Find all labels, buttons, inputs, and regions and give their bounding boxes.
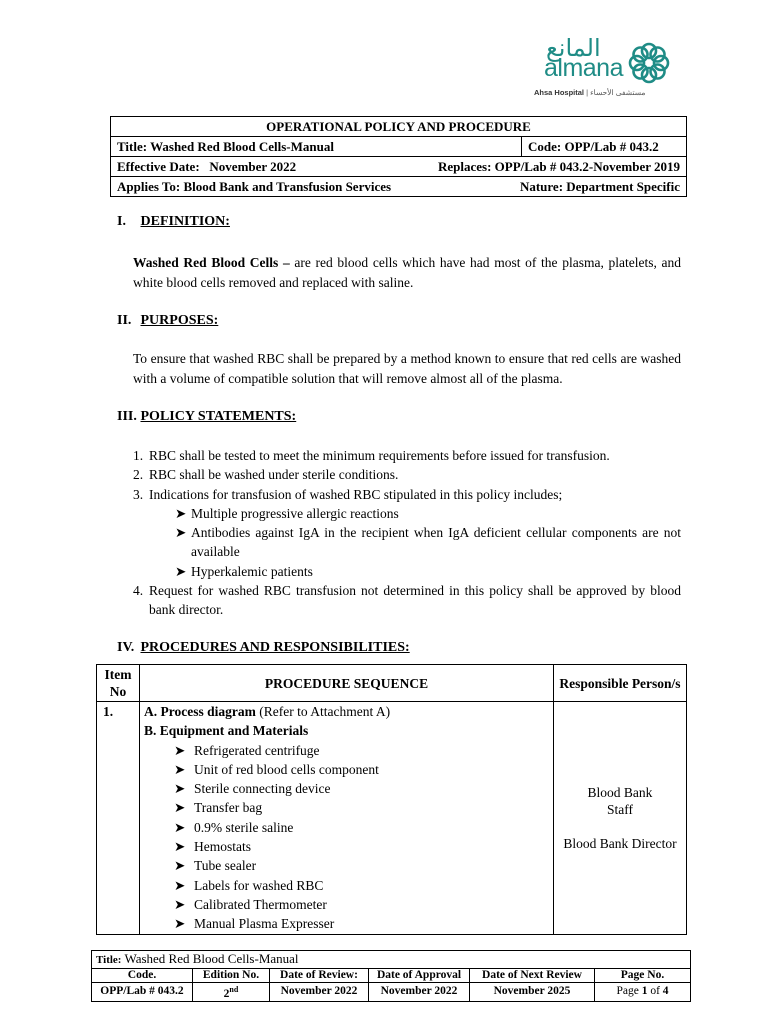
arrow-bullet-icon: ➤ — [174, 896, 186, 912]
procedure-steps — [140, 702, 554, 935]
policy-list — [133, 446, 681, 620]
purpose-text: To ensure that washed RBC shall be prepared by a method known to ensure that red cells are washed with a volume of compatible solution that will remove almost all of the plasma. — [133, 351, 681, 386]
logo-subtitle: Ahsa Hospital | مستشفى الأحساء — [534, 88, 646, 97]
equipment-item: ➤ Transfer bag — [144, 798, 549, 817]
list-item: 2. RBC shall be washed under sterile conditions. — [133, 467, 399, 483]
equipment-item: ➤ Hemostats — [144, 837, 549, 856]
arrow-bullet-icon: ➤ — [174, 781, 186, 797]
logo-english-name: almana — [544, 54, 623, 82]
policy-heading: OPERATIONAL POLICY AND PROCEDURE — [111, 117, 687, 137]
step-a: A. Process diagram (Refer to Attachment A) — [144, 704, 391, 719]
policy-code: Code: OPP/Lab # 043.2 — [522, 137, 687, 157]
policy-applies-row — [111, 177, 687, 197]
logo-arabic-name: المانع — [546, 34, 601, 62]
policy-header-table — [110, 116, 687, 197]
equipment-item: ➤ Sterile connecting device — [144, 779, 549, 798]
section-policy-heading: III. POLICY STATEMENTS: — [117, 409, 297, 424]
footer-title: Title: Washed Red Blood Cells-Manual — [92, 951, 691, 969]
arrow-bullet-icon: ➤ — [174, 819, 186, 835]
nature: Nature: Department Specific — [519, 178, 680, 194]
hospital-logo — [528, 36, 698, 104]
arrow-bullet-icon: ➤ — [174, 877, 186, 893]
footer-review: November 2022 — [270, 983, 369, 1002]
col-procedure-sequence: PROCEDURE SEQUENCE — [140, 665, 554, 702]
equipment-item: ➤ Unit of red blood cells component — [144, 760, 549, 779]
col-item-no: Item No — [97, 665, 140, 702]
arrow-bullet-icon: ➤ — [174, 800, 186, 816]
equipment-item: ➤ 0.9% sterile saline — [144, 818, 549, 837]
equipment-item: ➤ Refrigerated centrifuge — [144, 741, 549, 760]
footer-page-no: Page 1 of 4 — [595, 983, 691, 1002]
arrow-bullet-icon: ➤ — [174, 916, 186, 932]
arrow-bullet-icon: ➤ — [175, 525, 187, 541]
list-item: 4. Request for washed RBC transfusion not determined in this policy shall be approved by blood bank director. — [133, 583, 681, 618]
footer-header-row: Code. Edition No. Date of Review: Date of Approval Date of Next Review Page No. — [92, 969, 691, 983]
logo-flower-icon — [626, 40, 672, 86]
col-responsible: Responsible Person/s — [554, 665, 687, 702]
list-item: 3. Indications for transfusion of washed RBC stipulated in this policy includes; — [133, 486, 563, 502]
policy-title: Title: Washed Red Blood Cells-Manual — [111, 137, 522, 157]
section-definition-heading: I. DEFINITION: — [117, 214, 230, 229]
list-subitem: ➤ Antibodies against IgA in the recipient when IgA deficient cellular components are not available — [175, 525, 681, 560]
arrow-bullet-icon: ➤ — [174, 839, 186, 855]
step-b: B. Equipment and Materials — [144, 723, 309, 739]
definition-text: Washed Red Blood Cells – are red blood cells which have had most of the plasma, platelets, and white blood cells removed and replaced with saline. — [133, 255, 681, 290]
procedure-table — [96, 664, 687, 935]
policy-dates-row — [111, 157, 687, 177]
footer-code: OPP/Lab # 043.2 — [92, 983, 193, 1002]
responsible-persons: Blood Bank Staff Blood Bank Director — [554, 702, 687, 935]
footer-approval: November 2022 — [369, 983, 470, 1002]
footer-table — [91, 950, 691, 1002]
equipment-item: ➤ Tube sealer — [144, 856, 549, 875]
arrow-bullet-icon: ➤ — [175, 563, 187, 579]
list-subitem: ➤ Multiple progressive allergic reactions — [133, 504, 681, 523]
footer-edition: 2nd — [193, 983, 270, 1002]
effective-date: Effective Date: November 2022 — [117, 158, 297, 174]
footer-value-row — [92, 983, 691, 1002]
list-subitem: ➤ Hyperkalemic patients — [133, 562, 681, 581]
equipment-item: ➤ Labels for washed RBC — [144, 876, 549, 895]
item-number: 1. — [97, 702, 140, 935]
equipment-item: ➤ Calibrated Thermometer — [144, 895, 549, 914]
section-purposes-heading: II. PURPOSES: — [117, 313, 219, 328]
footer-next-review: November 2025 — [470, 983, 595, 1002]
replaces: Replaces: OPP/Lab # 043.2-November 2019 — [437, 158, 680, 174]
arrow-bullet-icon: ➤ — [174, 742, 186, 758]
equipment-item: ➤ Manual Plasma Expresser — [144, 914, 549, 933]
section-procedures-heading: IV. PROCEDURES AND RESPONSIBILITIES: — [117, 640, 410, 655]
arrow-bullet-icon: ➤ — [174, 761, 186, 777]
arrow-bullet-icon: ➤ — [174, 858, 186, 874]
arrow-bullet-icon: ➤ — [175, 505, 187, 521]
applies-to: Applies To: Blood Bank and Transfusion Services — [117, 178, 392, 194]
list-item: 1. RBC shall be tested to meet the minimum requirements before issued for transfusion. — [133, 448, 610, 463]
